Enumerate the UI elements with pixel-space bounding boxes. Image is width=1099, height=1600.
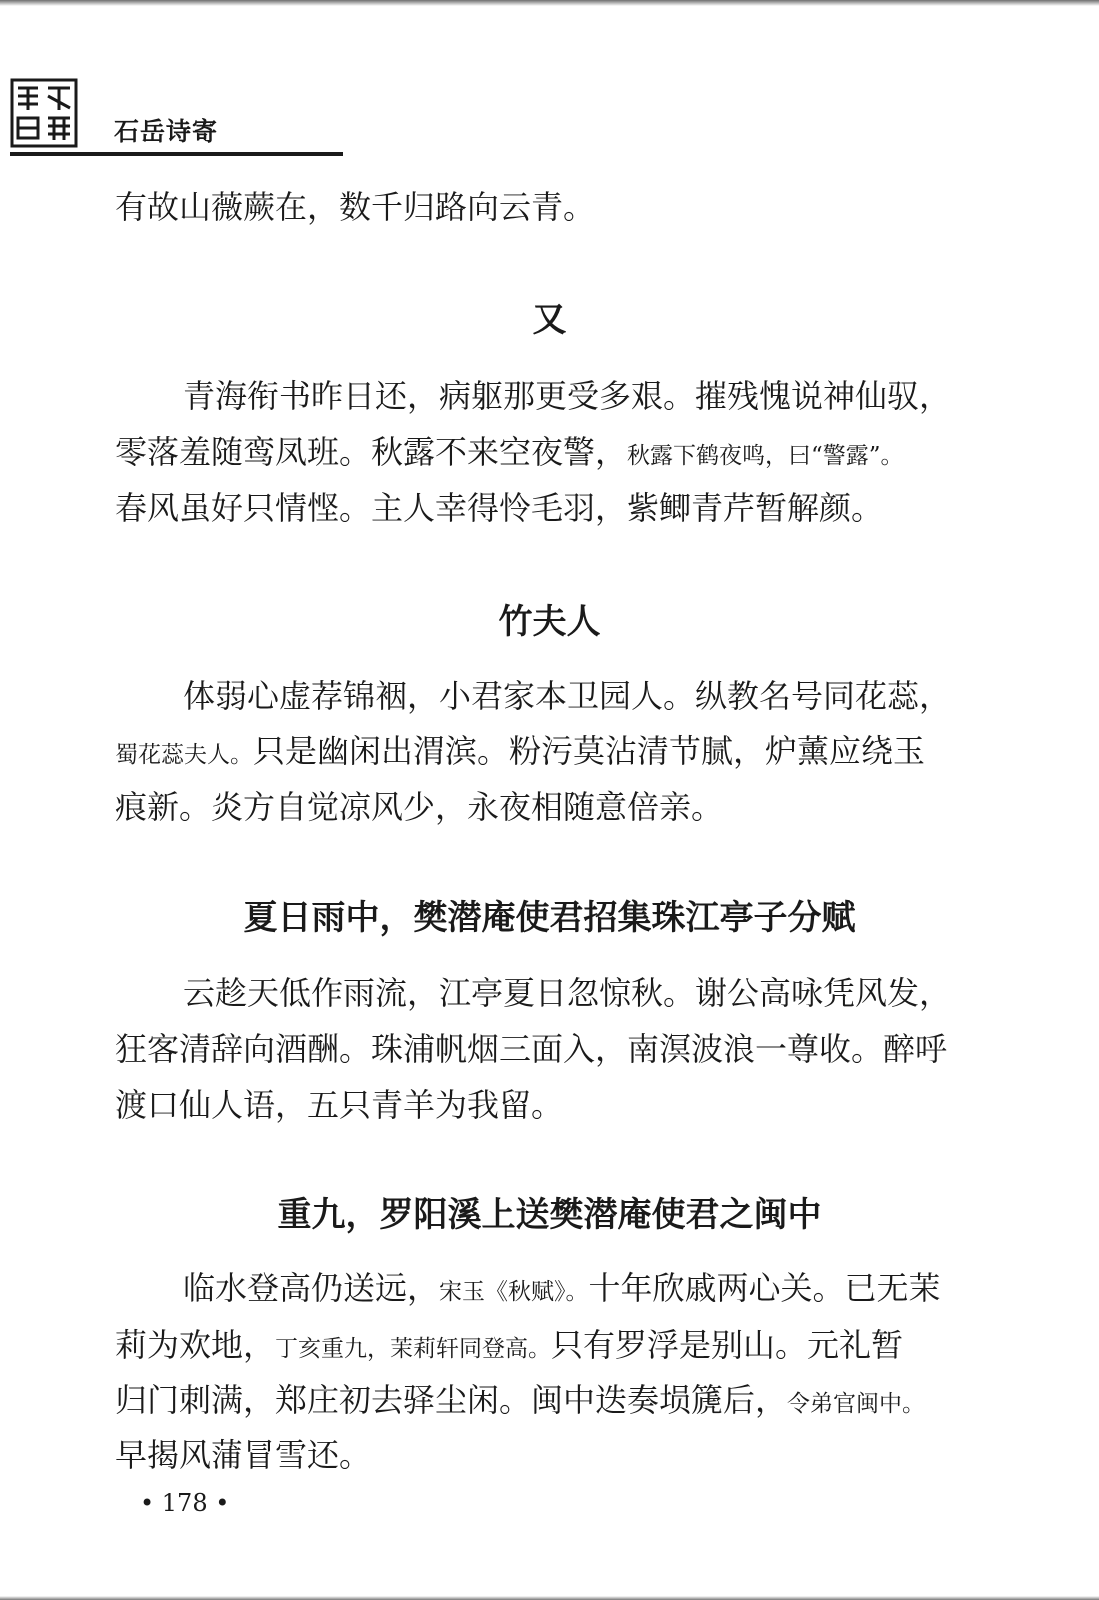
verse-text: 归门刺满，郑庄初去驿尘闲。闽中迭奏埙篪后， bbox=[115, 1381, 788, 1419]
poem-title: 重九，罗阳溪上送樊潜庵使君之闽中 bbox=[277, 1195, 822, 1235]
verse-text: 莉为欢地， bbox=[115, 1326, 276, 1364]
verse-text: 只是幽闲出渭滨。粉污莫沾清节腻，炉薰应绕玉 bbox=[253, 732, 926, 770]
annotation: 丁亥重九，茉莉轩同登高。 bbox=[275, 1336, 552, 1362]
verse-text: 临水登高仍送远， bbox=[183, 1269, 440, 1307]
annotation: 蜀花蕊夫人。 bbox=[115, 742, 253, 768]
annotation: 令弟官闽中。 bbox=[787, 1391, 926, 1417]
text-line bbox=[115, 1325, 903, 1369]
verse-text: 零落羞随鸾凤班。秋露不来空夜警， bbox=[115, 433, 628, 471]
annotation: 秋露下鹤夜鸣，曰“警露”。 bbox=[627, 443, 904, 469]
annotation: 宋玉《秋赋》。 bbox=[439, 1279, 589, 1305]
text-line bbox=[115, 432, 904, 476]
text-line: 云趁天低作雨流，江亭夏日忽惊秋。谢公高咏凭风发， bbox=[183, 974, 952, 1012]
poem-title: 竹夫人 bbox=[498, 602, 601, 642]
text-line: 狂客清辞向酒酬。珠浦帆烟三面入，南溟波浪一尊收。醉呼 bbox=[115, 1030, 948, 1068]
text-line: 有故山薇蕨在，数千归路向云青。 bbox=[115, 188, 596, 226]
text-line bbox=[115, 1380, 925, 1424]
text-line: 青海衔书昨日还，病躯那更受多艰。摧残愧说神仙驭， bbox=[183, 377, 952, 415]
poem-title: 又 bbox=[532, 300, 567, 340]
text-line bbox=[183, 1268, 941, 1312]
text-line: 痕新。炎方自觉凉风少，永夜相随意倍亲。 bbox=[115, 788, 724, 826]
running-title: 石岳诗寄 bbox=[114, 117, 219, 146]
page-number: • 178 • bbox=[140, 1489, 230, 1517]
verse-text: 只有罗浮是别山。元礼暂 bbox=[551, 1326, 904, 1364]
text-line: 早揭风蒲冒雪还。 bbox=[115, 1436, 372, 1474]
text-line: 春风虽好只情悭。主人幸得怜毛羽，紫鲫青芹暂解颜。 bbox=[115, 489, 884, 527]
verse-text: 十年欣戚两心关。已无茉 bbox=[588, 1269, 941, 1307]
poem-title: 夏日雨中，樊潜庵使君招集珠江亭子分赋 bbox=[243, 898, 856, 938]
text-line bbox=[115, 731, 925, 775]
text-line: 体弱心虚荐锦裀，小君家本卫园人。纵教名号同花蕊， bbox=[183, 677, 952, 715]
text-line: 渡口仙人语，五只青羊为我留。 bbox=[115, 1086, 564, 1124]
scan-bottom-edge bbox=[0, 1596, 1099, 1600]
